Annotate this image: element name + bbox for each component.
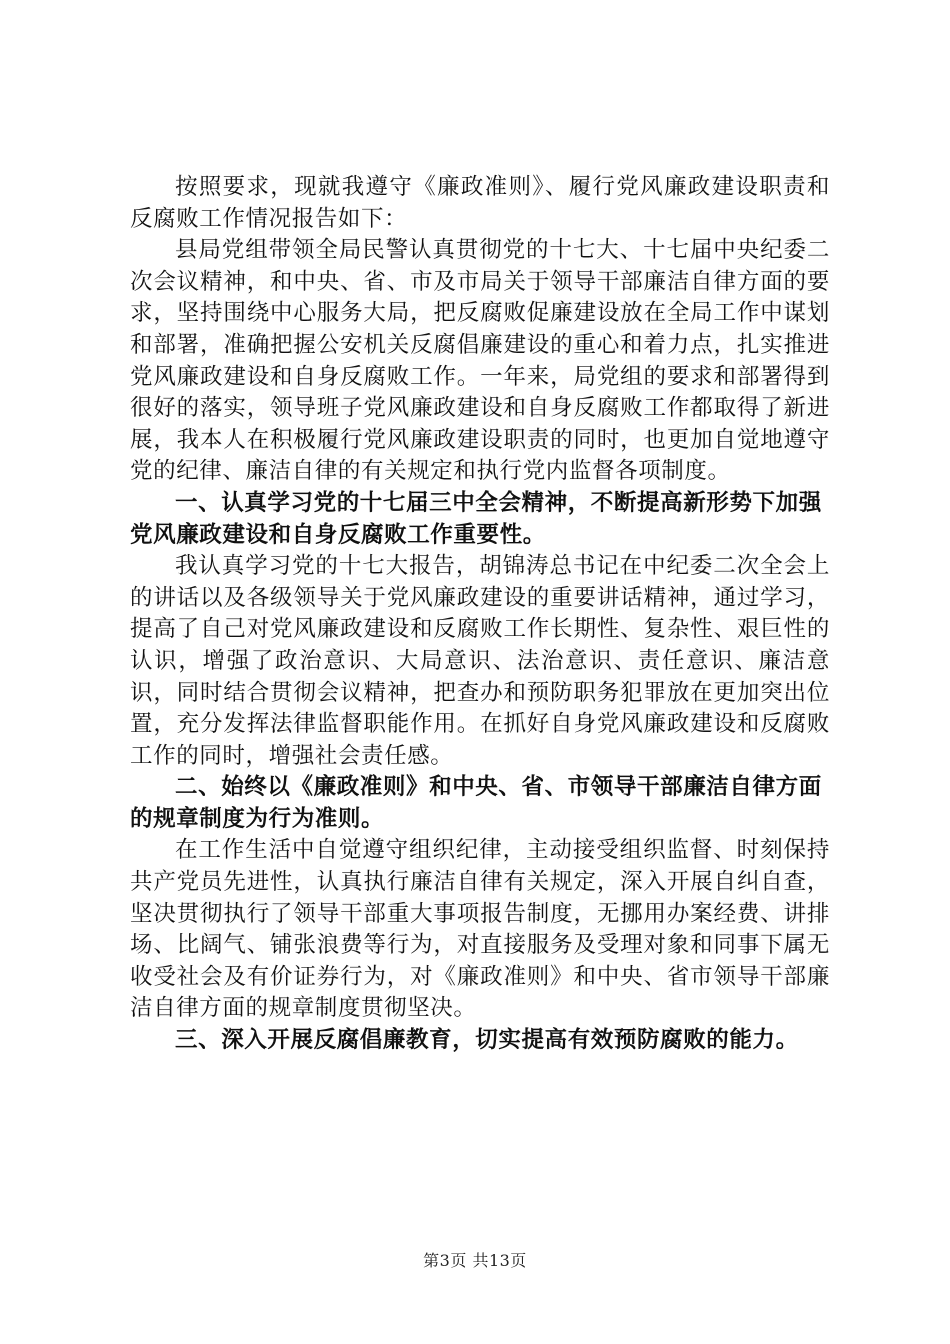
document-body bbox=[130, 172, 830, 1057]
page-number-footer: 第3页 共13页 bbox=[423, 1251, 527, 1270]
body-paragraph: 我认真学习党的十七大报告，胡锦涛总书记在中纪委二次全会上的讲话以及各级领导关于党风廉政建设的重要讲话精神，通过学习，提高了自己对党风廉政建设和反腐败工作长期性、复杂性、艰巨性的认识，增强了政治意识、大局意识、法治意识、责任意识、廉洁意识，同时结合贯彻会议精神，把查办和预防职务犯罪放在更加突出位置，充分发挥法律监督职能作用。在抓好自身党风廉政建设和反腐败工作的同时，增强社会责任感。 bbox=[130, 553, 830, 769]
section-heading-1: 一、认真学习党的十七届三中全会精神，不断提高新形势下加强党风廉政建设和自身反腐败工作重要性。 bbox=[130, 489, 822, 548]
intro-paragraph: 按照要求，现就我遵守《廉政准则》、履行党风廉政建设职责和反腐败工作情况报告如下： bbox=[130, 174, 830, 232]
section-heading-3: 三、深入开展反腐倡廉教育，切实提高有效预防腐败的能力。 bbox=[175, 1027, 799, 1054]
section-heading-2: 二、始终以《廉政准则》和中央、省、市领导干部廉洁自律方面的规章制度为行为准则。 bbox=[130, 774, 822, 832]
body-paragraph: 县局党组带领全局民警认真贯彻党的十七大、十七届中央纪委二次会议精神，和中央、省、市及市局关于领导干部廉洁自律方面的要求，坚持围绕中心服务大局，把反腐败促廉建设放在全局工作中谋划和部署，准确把握公安机关反腐倡廉建设的重心和着力点，扎实推进党风廉政建设和自身反腐败工作。一年来，局党组的要求和部署得到很好的落实，领导班子党风廉政建设和自身反腐败工作都取得了新进展，我本人在积极履行党风廉政建设职责的同时，也更加自觉地遵守党的纪律、廉洁自律的有关规定和执行党内监督各项制度。 bbox=[130, 237, 830, 485]
body-paragraph: 在工作生活中自觉遵守组织纪律，主动接受组织监督、时刻保持共产党员先进性，认真执行廉洁自律有关规定，深入开展自纠自查，坚决贯彻执行了领导干部重大事项报告制度，无挪用办案经费、讲排场、比阔气、铺张浪费等行为，对直接服务及受理对象和同事下属无收受社会及有价证券行为，对《廉政准则》和中央、省市领导干部廉洁自律方面的规章制度贯彻坚决。 bbox=[130, 837, 830, 1022]
